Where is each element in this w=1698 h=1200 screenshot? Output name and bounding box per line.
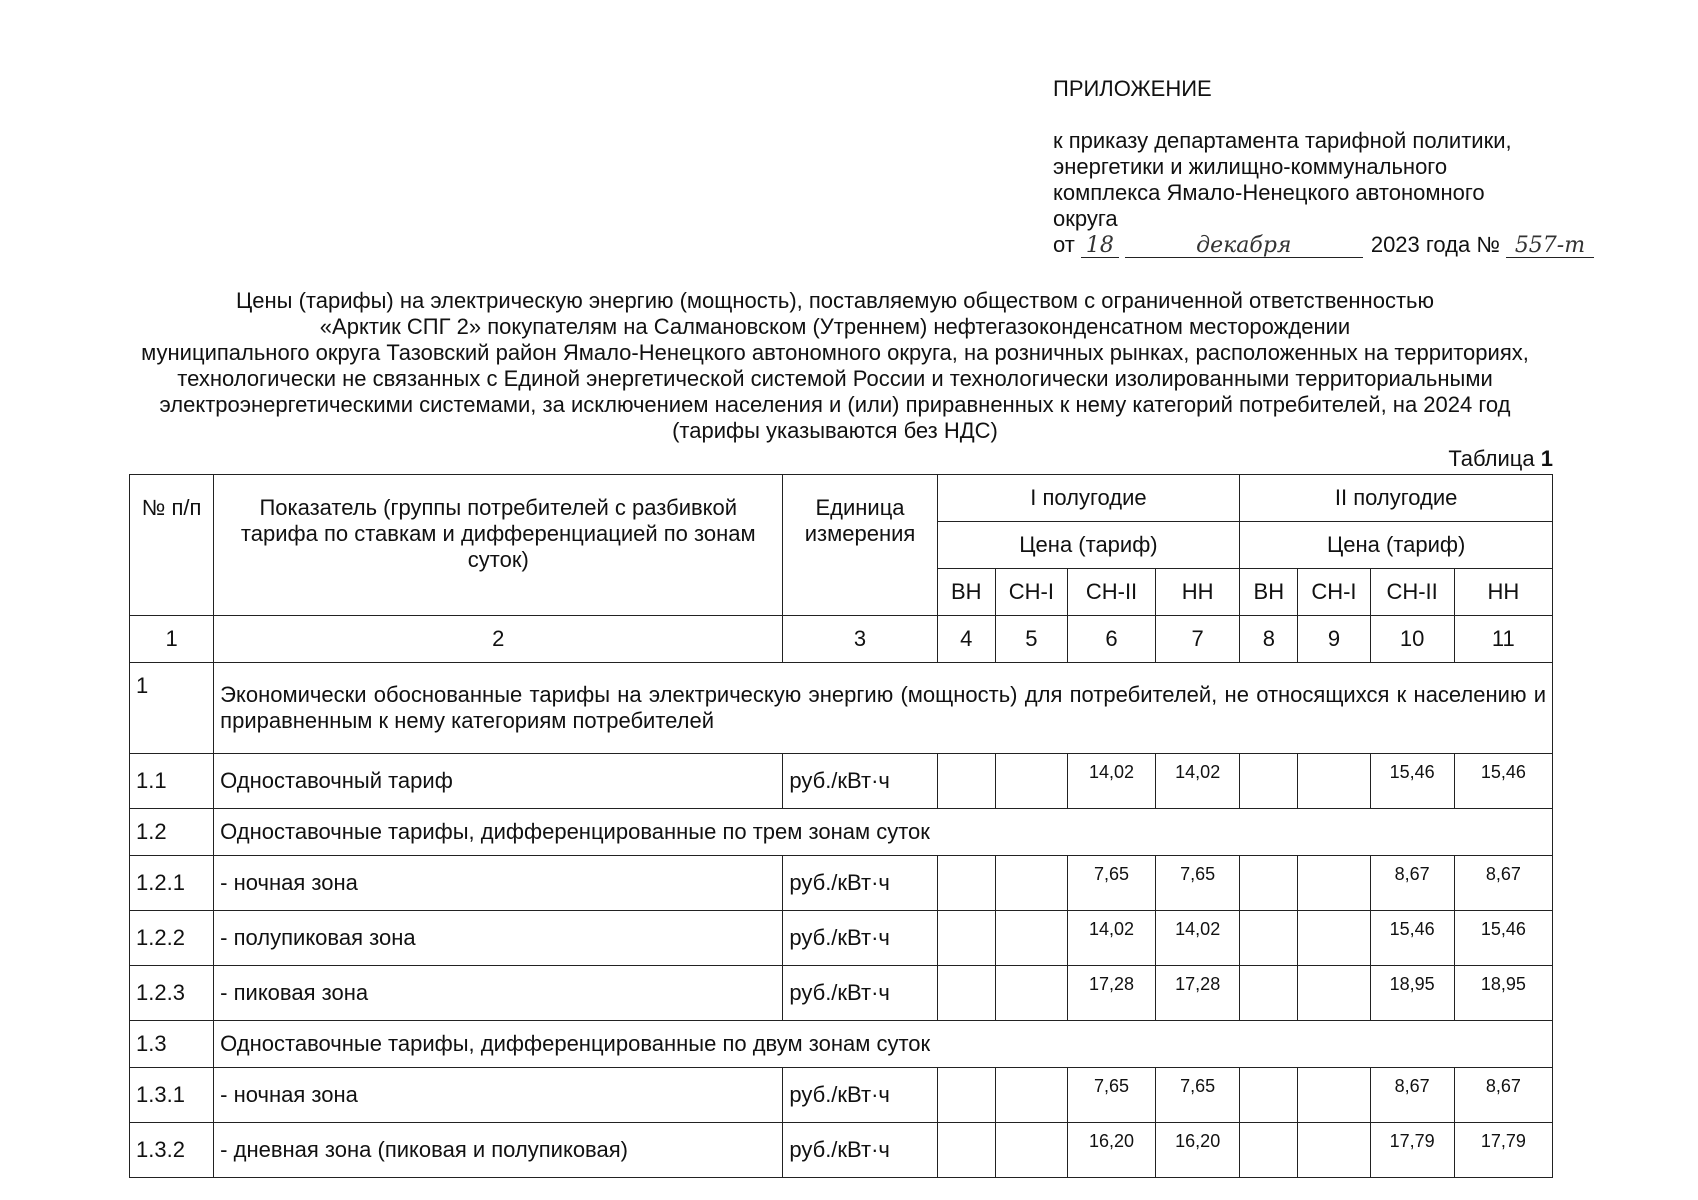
row-value: 14,02 [1067,754,1155,809]
row-value [995,1068,1067,1123]
row-index: 1.2.1 [130,856,214,911]
header-level: СН-II [1370,569,1454,616]
row-value [1298,856,1370,911]
row-value [995,911,1067,966]
table-body [130,663,1553,1178]
row-unit: руб./кВт·ч [783,1068,937,1123]
row-value [1298,754,1370,809]
header-level: ВН [937,569,995,616]
tariff-table [129,474,1553,1178]
row-value [937,966,995,1021]
row-index: 1.3.1 [130,1068,214,1123]
table-caption-number: 1 [1540,446,1553,471]
row-value: 14,02 [1067,911,1155,966]
header-unit: Единица измерения [783,475,937,616]
column-number: 5 [995,616,1067,663]
column-number: 4 [937,616,995,663]
row-value [995,966,1067,1021]
row-label: - пиковая зона [214,966,783,1021]
row-value [1298,1123,1370,1178]
row-value: 18,95 [1370,966,1454,1021]
row-value [937,856,995,911]
row-value: 18,95 [1454,966,1552,1021]
row-value [1240,754,1298,809]
row-value: 14,02 [1156,911,1240,966]
table-row-section [130,1021,1553,1068]
order-date-line [1053,232,1653,258]
heading-line: «Арктик СПГ 2» покупателям на Салмановском (Утреннем) нефтегазоконденсатном месторождении [319,314,1351,339]
row-value: 8,67 [1454,1068,1552,1123]
handwritten-order-number: 557-т [1506,235,1594,258]
table-row [130,754,1553,809]
row-value: 17,28 [1156,966,1240,1021]
row-value [1240,911,1298,966]
row-value: 8,67 [1370,856,1454,911]
row-value: 8,67 [1454,856,1552,911]
row-value [995,754,1067,809]
header-indicator: Показатель (группы потребителей с разбивкой тарифа по ставкам и дифференциацией по зонам суток) [214,475,783,616]
header-level: СН-I [995,569,1067,616]
row-value [937,754,995,809]
column-number: 11 [1454,616,1552,663]
column-number: 6 [1067,616,1155,663]
heading-line: Цены (тарифы) на электрическую энергию (мощность), поставляемую обществом с ограниченной ответственностью [236,288,1434,313]
row-label: Одноставочные тарифы, дифференцированные по двум зонам суток [214,1021,1553,1068]
column-number: 9 [1298,616,1370,663]
heading-line: муниципального округа Тазовский район Ямало-Ненецкого автономного округа, на розничных рынках, расположенных на территориях, [141,340,1529,365]
table-caption-text: Таблица [1448,446,1535,471]
row-label: - ночная зона [214,856,783,911]
row-value [1240,1068,1298,1123]
row-value [1240,856,1298,911]
column-number: 8 [1240,616,1298,663]
row-value: 7,65 [1067,856,1155,911]
row-value: 8,67 [1370,1068,1454,1123]
row-label: Экономически обоснованные тарифы на электрическую энергию (мощность) для потребителей, не относящихся к населению и приравненным к нему категориям потребителей [214,663,1553,754]
document-heading [40,288,1630,444]
row-value [1240,1123,1298,1178]
row-value: 16,20 [1067,1123,1155,1178]
row-value: 17,79 [1370,1123,1454,1178]
heading-line: (тарифы указываются без НДС) [672,418,998,443]
row-value: 15,46 [1370,754,1454,809]
header-level: СН-II [1067,569,1155,616]
row-unit: руб./кВт·ч [783,911,937,966]
row-label: - полупиковая зона [214,911,783,966]
header-level: ВН [1240,569,1298,616]
table-row [130,856,1553,911]
handwritten-month: декабря [1125,235,1363,258]
header-level: НН [1454,569,1552,616]
header-price-half1: Цена (тариф) [937,522,1240,569]
row-value: 7,65 [1156,1068,1240,1123]
row-value: 15,46 [1370,911,1454,966]
row-index: 1.3.2 [130,1123,214,1178]
date-prefix: от [1053,232,1075,257]
row-value: 17,79 [1454,1123,1552,1178]
row-value [995,856,1067,911]
table-row [130,966,1553,1021]
table-row-section [130,663,1553,754]
column-number-row [130,616,1553,663]
heading-line: технологически не связанных с Единой энергетической системой России и технологически изолированными территориальными [177,366,1493,391]
header-no: № п/п [130,475,214,616]
row-value [1298,911,1370,966]
row-value [937,911,995,966]
appendix-line: округа [1053,206,1118,231]
row-index: 1 [130,663,214,754]
row-value: 16,20 [1156,1123,1240,1178]
row-index: 1.2.3 [130,966,214,1021]
header-half2: II полугодие [1240,475,1553,522]
row-label: - дневная зона (пиковая и полупиковая) [214,1123,783,1178]
row-value: 15,46 [1454,911,1552,966]
row-index: 1.3 [130,1021,214,1068]
row-index: 1.2.2 [130,911,214,966]
row-value: 14,02 [1156,754,1240,809]
row-value [1298,966,1370,1021]
row-label: Одноставочный тариф [214,754,783,809]
column-number: 3 [783,616,937,663]
appendix-block [1053,76,1653,258]
appendix-line: энергетики и жилищно-коммунального [1053,154,1448,179]
row-value [937,1123,995,1178]
row-unit: руб./кВт·ч [783,754,937,809]
row-unit: руб./кВт·ч [783,966,937,1021]
table-row-section [130,809,1553,856]
table-row [130,911,1553,966]
row-value [1298,1068,1370,1123]
table-row [130,1123,1553,1178]
column-number: 2 [214,616,783,663]
appendix-line: комплекса Ямало-Ненецкого автономного [1053,180,1485,205]
row-value: 15,46 [1454,754,1552,809]
column-number: 7 [1156,616,1240,663]
header-level: СН-I [1298,569,1370,616]
column-number: 10 [1370,616,1454,663]
table-caption [1300,446,1553,472]
row-value: 7,65 [1156,856,1240,911]
row-label: Одноставочные тарифы, дифференцированные по трем зонам суток [214,809,1553,856]
heading-line: электроэнергетическими системами, за исключением населения и (или) приравненных к нему категорий потребителей, на 2024 год [159,392,1511,417]
table-header [130,475,1553,663]
row-value [1240,966,1298,1021]
row-index: 1.2 [130,809,214,856]
column-number: 1 [130,616,214,663]
appendix-line: к приказу департамента тарифной политики, [1053,128,1512,153]
appendix-title: ПРИЛОЖЕНИЕ [1053,76,1212,101]
table-row [130,1068,1553,1123]
header-half1: I полугодие [937,475,1240,522]
header-level: НН [1156,569,1240,616]
row-index: 1.1 [130,754,214,809]
year-text: 2023 года № [1370,232,1500,257]
row-value [995,1123,1067,1178]
row-unit: руб./кВт·ч [783,856,937,911]
row-value: 7,65 [1067,1068,1155,1123]
row-unit: руб./кВт·ч [783,1123,937,1178]
header-price-half2: Цена (тариф) [1240,522,1553,569]
row-value [937,1068,995,1123]
row-label: - ночная зона [214,1068,783,1123]
handwritten-day: 18 [1081,235,1119,258]
row-value: 17,28 [1067,966,1155,1021]
